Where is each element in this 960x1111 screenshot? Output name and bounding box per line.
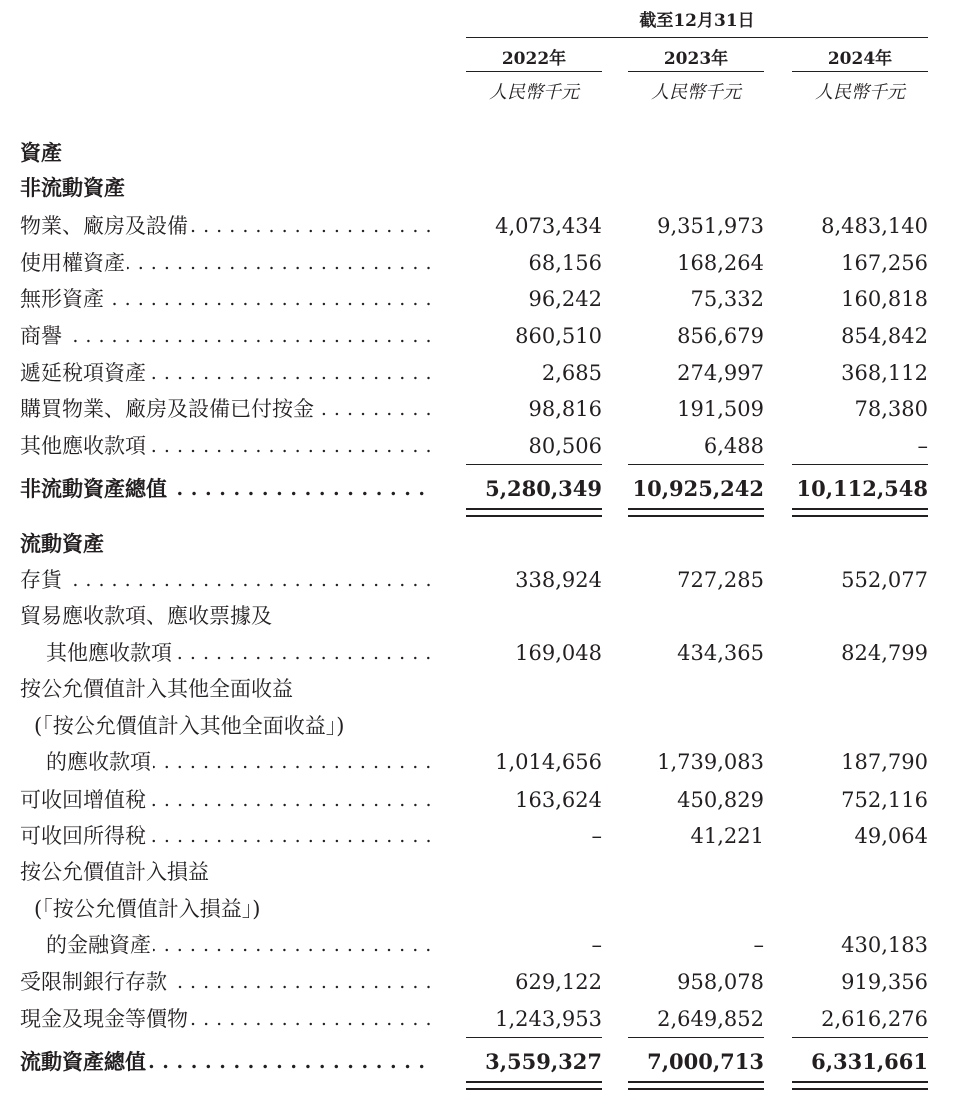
section-title: 資產 <box>20 140 62 165</box>
row-label: 購買物業、廠房及設備已付按金 <box>20 397 314 421</box>
value-2023: 727,285 <box>677 568 764 592</box>
table-row-label-line <box>0 891 960 927</box>
subtotal-rule <box>792 464 928 465</box>
row-label: 的應收款項 <box>46 750 151 774</box>
table-row <box>0 318 960 354</box>
section-title: 流動資產 <box>20 531 104 556</box>
value-2024: 8,483,140 <box>821 214 928 238</box>
section-assets <box>0 135 960 171</box>
value-2023: 168,264 <box>677 251 764 275</box>
row-label: 的金融資產 <box>46 933 151 957</box>
row-label: 可收回所得稅 <box>20 824 146 848</box>
value-2022: 96,242 <box>528 287 602 311</box>
table-row <box>0 744 960 780</box>
value-2022: 98,816 <box>528 397 602 421</box>
table-row <box>0 208 960 244</box>
value-2022: – <box>591 933 602 957</box>
value-2023: 2,649,852 <box>657 1007 764 1031</box>
table-row <box>0 245 960 281</box>
row-label: 現金及現金等價物 <box>20 1007 188 1031</box>
value-2023: 450,829 <box>677 788 764 812</box>
value-2022: 163,624 <box>515 788 602 812</box>
year-2024-header: 2024年 <box>827 49 893 69</box>
period-header: 截至12月31日 <box>639 11 755 31</box>
section-current <box>0 526 960 562</box>
value-2023: – <box>753 933 764 957</box>
row-label: 使用權資產 <box>20 251 125 275</box>
value-2023: 9,351,973 <box>657 214 764 238</box>
subtotal-rule <box>466 1037 602 1038</box>
subtotal-rule <box>466 464 602 465</box>
row-label: 其他應收款項 <box>20 434 146 458</box>
value-2024: 552,077 <box>841 568 928 592</box>
total-label: 流動資產總值 <box>20 1049 146 1074</box>
year-rule <box>628 71 764 72</box>
row-label-line: (「按公允價值計入其他全面收益」) <box>34 714 345 738</box>
unit-label: 人民幣千元 <box>651 82 741 103</box>
total-double-rule <box>628 508 764 517</box>
total-label: 非流動資產總值 <box>20 476 167 501</box>
value-2024: 752,116 <box>841 788 928 812</box>
value-2023: 1,739,083 <box>657 750 764 774</box>
year-rule <box>466 71 602 72</box>
table-row <box>0 562 960 598</box>
total-2024: 10,112,548 <box>796 476 928 501</box>
value-2023: 191,509 <box>677 397 764 421</box>
value-2024: 49,064 <box>854 824 928 848</box>
value-2024: 160,818 <box>841 287 928 311</box>
total-2022: 3,559,327 <box>485 1049 602 1074</box>
row-label: 無形資產 <box>20 287 104 311</box>
subtotal-rule <box>792 1037 928 1038</box>
row-label: 其他應收款項 <box>46 641 172 665</box>
value-2024: 854,842 <box>841 324 928 348</box>
value-2024: 167,256 <box>841 251 928 275</box>
value-2024: 919,356 <box>841 970 928 994</box>
unit-label: 人民幣千元 <box>815 82 905 103</box>
value-2024: 430,183 <box>841 933 928 957</box>
total-row-non-current <box>0 471 960 507</box>
row-label-line: 按公允價值計入損益 <box>20 860 209 884</box>
value-2024: – <box>917 434 928 458</box>
unit-label: 人民幣千元 <box>489 82 579 103</box>
value-2024: 187,790 <box>841 750 928 774</box>
table-row <box>0 1001 960 1037</box>
total-2023: 7,000,713 <box>647 1049 764 1074</box>
year-2022-header: 2022年 <box>501 49 567 69</box>
value-2022: 1,243,953 <box>495 1007 602 1031</box>
value-2022: 169,048 <box>515 641 602 665</box>
year-rule <box>792 71 928 72</box>
table-row <box>0 391 960 427</box>
total-double-rule <box>792 1081 928 1090</box>
subtotal-rule <box>628 464 764 465</box>
table-row <box>0 782 960 818</box>
value-2024: 368,112 <box>841 361 928 385</box>
total-2022: 5,280,349 <box>485 476 602 501</box>
table-row <box>0 964 960 1000</box>
value-2023: 75,332 <box>690 287 764 311</box>
row-label: 物業、廠房及設備 <box>20 214 188 238</box>
section-title: 非流動資產 <box>20 175 125 200</box>
value-2023: 6,488 <box>703 434 764 458</box>
total-double-rule <box>466 1081 602 1090</box>
value-2023: 958,078 <box>677 970 764 994</box>
total-double-rule <box>792 508 928 517</box>
value-2022: – <box>591 824 602 848</box>
total-double-rule <box>466 508 602 517</box>
table-row-label-line <box>0 671 960 707</box>
value-2023: 41,221 <box>690 824 764 848</box>
value-2022: 68,156 <box>528 251 602 275</box>
row-label-line: 按公允價值計入其他全面收益 <box>20 677 293 701</box>
year-2023-header: 2023年 <box>663 49 729 69</box>
value-2023: 274,997 <box>677 361 764 385</box>
row-label-line: 貿易應收款項、應收票據及 <box>20 604 272 628</box>
total-double-rule <box>628 1081 764 1090</box>
row-label: 遞延稅項資產 <box>20 361 146 385</box>
row-label-line: (「按公允價值計入損益」) <box>34 897 261 921</box>
total-2023: 10,925,242 <box>632 476 764 501</box>
row-label: 商譽 <box>20 324 62 348</box>
value-2022: 1,014,656 <box>495 750 602 774</box>
table-row-label-line <box>0 708 960 744</box>
value-2022: 629,122 <box>515 970 602 994</box>
subtotal-rule <box>628 1037 764 1038</box>
value-2022: 338,924 <box>515 568 602 592</box>
total-row-current <box>0 1044 960 1080</box>
period-rule <box>466 37 928 38</box>
value-2023: 856,679 <box>677 324 764 348</box>
table-row <box>0 281 960 317</box>
table-row-label-line <box>0 854 960 890</box>
row-label: 受限制銀行存款 <box>20 970 167 994</box>
table-row <box>0 635 960 671</box>
section-non-current <box>0 170 960 206</box>
table-row <box>0 927 960 963</box>
value-2022: 2,685 <box>541 361 602 385</box>
value-2024: 78,380 <box>854 397 928 421</box>
value-2022: 80,506 <box>528 434 602 458</box>
row-label: 存貨 <box>20 568 62 592</box>
value-2024: 2,616,276 <box>821 1007 928 1031</box>
value-2022: 860,510 <box>515 324 602 348</box>
table-row <box>0 355 960 391</box>
value-2022: 4,073,434 <box>495 214 602 238</box>
total-2024: 6,331,661 <box>811 1049 928 1074</box>
table-row <box>0 818 960 854</box>
value-2024: 824,799 <box>841 641 928 665</box>
row-label: 可收回增值稅 <box>20 788 146 812</box>
value-2023: 434,365 <box>677 641 764 665</box>
table-row-label-line <box>0 598 960 634</box>
table-row <box>0 428 960 464</box>
